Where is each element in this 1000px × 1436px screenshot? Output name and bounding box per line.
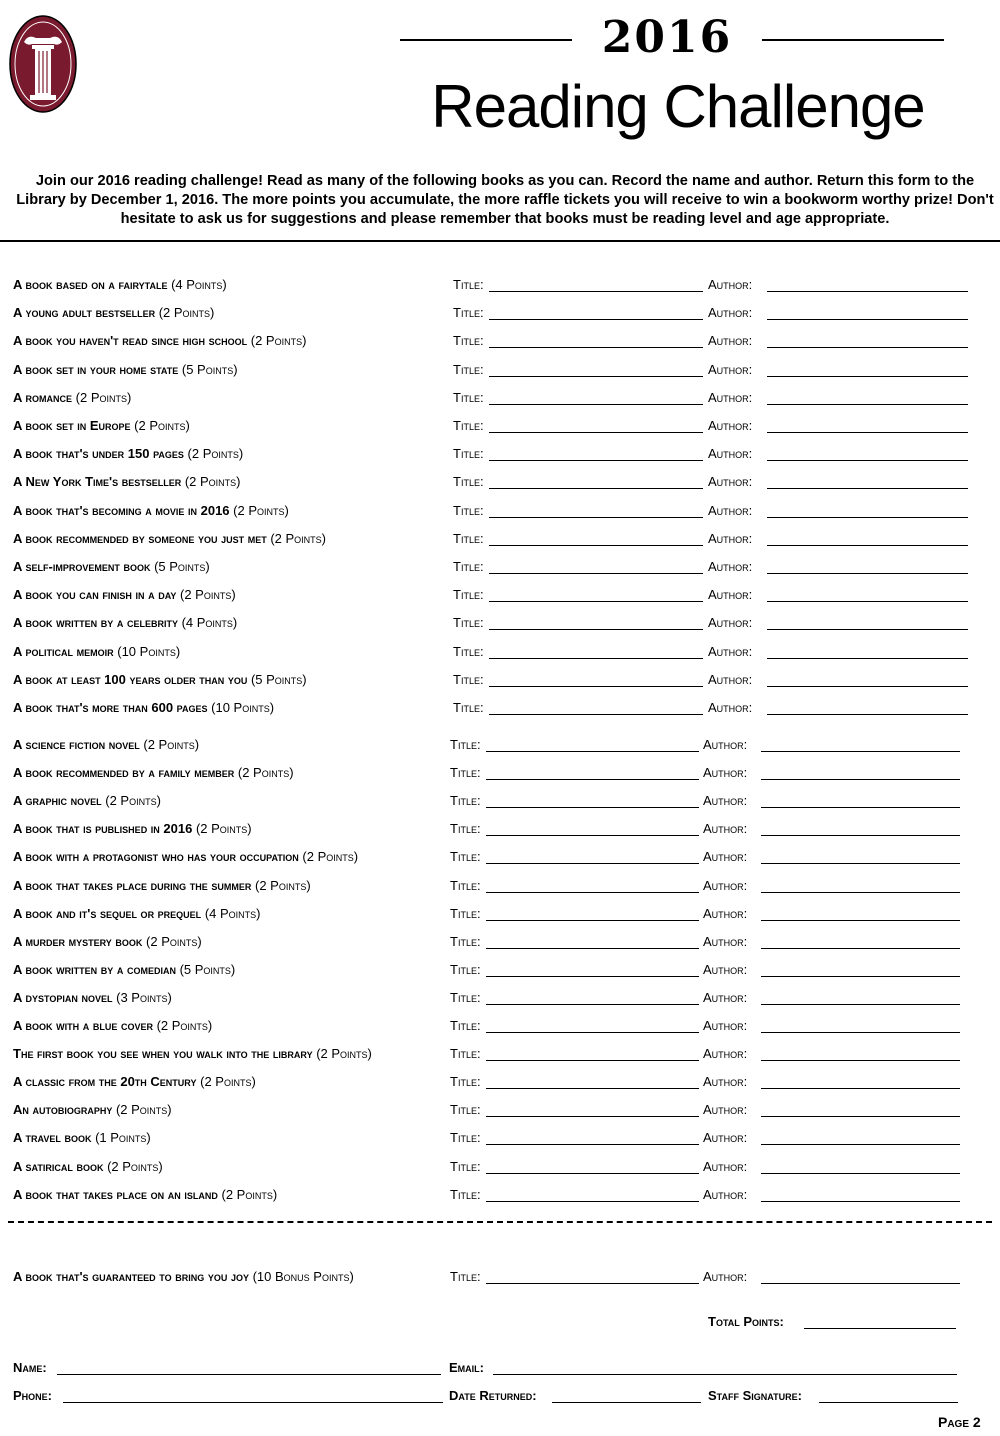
- challenge-row: [0, 876, 1000, 896]
- challenge-row: [0, 932, 1000, 952]
- author-label: Author:: [703, 1046, 748, 1062]
- author-label: Author:: [708, 418, 753, 433]
- title-field[interactable]: [486, 835, 699, 836]
- bonus-category: A book that's guaranteed to bring you joy (10 Bonus Points): [13, 1269, 354, 1284]
- title-label: Title:: [453, 361, 484, 377]
- title-field[interactable]: [489, 686, 703, 687]
- author-field[interactable]: [761, 1088, 960, 1089]
- page-number: Page 2: [938, 1414, 981, 1430]
- title-field[interactable]: [489, 404, 703, 405]
- author-field[interactable]: [767, 432, 968, 433]
- author-label: Author:: [703, 933, 748, 949]
- title-field[interactable]: [489, 319, 703, 320]
- challenge-category: A classic from the 20th Century (2 Points): [13, 1074, 256, 1090]
- challenge-category: A book that's under 150 pages (2 Points): [13, 446, 244, 462]
- title-label: Title:: [450, 1102, 481, 1118]
- challenge-category: A book set in your home state (5 Points): [13, 361, 238, 377]
- author-field[interactable]: [761, 948, 960, 949]
- author-field[interactable]: [767, 545, 968, 546]
- challenge-category: A murder mystery book (2 Points): [13, 933, 202, 949]
- name-label: Name:: [13, 1360, 47, 1375]
- author-field[interactable]: [761, 1283, 960, 1284]
- total-points-field[interactable]: [804, 1328, 956, 1329]
- title-label: Title:: [450, 961, 481, 977]
- author-field[interactable]: [761, 779, 960, 780]
- author-label: Author:: [703, 1130, 748, 1146]
- challenge-row: [0, 960, 1000, 980]
- challenge-category: A travel book (1 Points): [13, 1130, 151, 1146]
- title-label: Title:: [453, 643, 484, 659]
- challenge-row: [0, 1100, 1000, 1120]
- title-label: Title:: [453, 305, 484, 321]
- author-field[interactable]: [761, 863, 960, 864]
- page-title: Reading Challenge: [431, 73, 925, 140]
- challenge-row: [0, 1072, 1000, 1092]
- challenge-row: [0, 819, 1000, 839]
- title-label: Title:: [453, 700, 484, 715]
- challenge-row: [0, 1185, 1000, 1205]
- challenge-row: [0, 303, 1000, 323]
- author-label: Author:: [708, 333, 753, 349]
- author-label: Author:: [708, 277, 753, 292]
- title-field[interactable]: [486, 976, 699, 977]
- title-field[interactable]: [489, 658, 703, 659]
- author-field[interactable]: [767, 714, 968, 715]
- title-label: Title:: [453, 559, 484, 574]
- author-field[interactable]: [761, 1116, 960, 1117]
- phone-row: [13, 1386, 443, 1406]
- title-label: Title:: [453, 502, 484, 518]
- title-label: Title:: [453, 530, 484, 546]
- intro-text: Join our 2016 reading challenge! Read as many of the following books as you can. Record the name and author. Return this form to the Library by December 1, 2016. The more points you accumulate, the more raffle tickets you will receive to win a bookworm worthy prize! Don't hesitate to ask us for suggestions and please remember that books must be reading level and age appropriate.: [16, 173, 994, 227]
- challenge-row: [0, 1128, 1000, 1148]
- title-label: Title:: [450, 1018, 481, 1033]
- challenge-category: A book written by a celebrity (4 Points): [13, 615, 238, 631]
- author-label: Author:: [708, 474, 753, 490]
- author-label: Author:: [708, 559, 753, 574]
- title-label: Title:: [453, 446, 484, 462]
- challenge-category: A satirical book (2 Points): [13, 1158, 163, 1174]
- title-field[interactable]: [486, 1116, 699, 1117]
- author-label: Author:: [703, 877, 748, 893]
- title-label: Title:: [450, 793, 481, 809]
- title-field[interactable]: [489, 460, 703, 461]
- title-field[interactable]: [486, 1144, 699, 1145]
- title-field[interactable]: [489, 432, 703, 433]
- challenge-category: A self-improvement book (5 Points): [13, 559, 210, 574]
- challenge-row: [0, 791, 1000, 811]
- challenge-category: A romance (2 Points): [13, 389, 132, 405]
- title-field[interactable]: [489, 714, 703, 715]
- challenge-row: [0, 444, 1000, 464]
- title-label: Title:: [453, 671, 484, 687]
- challenge-row: [0, 275, 1000, 295]
- author-field[interactable]: [761, 751, 960, 752]
- author-label: Author:: [703, 737, 748, 752]
- title-label: Title:: [450, 1046, 481, 1062]
- author-label: Author:: [703, 989, 748, 1005]
- library-logo: [8, 14, 78, 114]
- challenge-row: [0, 388, 1000, 408]
- challenge-category: A book and it's sequel or prequel (4 Points): [13, 905, 261, 921]
- challenge-category: A young adult bestseller (2 Points): [13, 305, 215, 321]
- title-label: Title:: [450, 765, 481, 781]
- title-label: Title:: [453, 474, 484, 490]
- name-row: [13, 1358, 443, 1378]
- author-label: Author:: [708, 305, 753, 321]
- title-field[interactable]: [486, 1004, 699, 1005]
- title-label: Title:: [450, 1130, 481, 1146]
- challenge-row: [0, 670, 1000, 690]
- author-field[interactable]: [767, 291, 968, 292]
- author-label: Author:: [703, 961, 748, 977]
- intro-divider: [0, 240, 1000, 242]
- challenge-category: A book set in Europe (2 Points): [13, 418, 190, 433]
- challenge-category: A book you can finish in a day (2 Points): [13, 587, 236, 603]
- author-label: Author:: [708, 671, 753, 687]
- author-field[interactable]: [761, 892, 960, 893]
- challenge-category: A book that's becoming a movie in 2016 (2 Points): [13, 502, 289, 518]
- author-field[interactable]: [761, 835, 960, 836]
- title-field[interactable]: [489, 488, 703, 489]
- email-row: [449, 1358, 959, 1378]
- author-label: Author:: [708, 446, 753, 462]
- phone-field[interactable]: [63, 1402, 443, 1403]
- title-field[interactable]: [486, 863, 699, 864]
- challenge-row: [0, 698, 1000, 718]
- author-label: Author:: [703, 1158, 748, 1174]
- title-label: Title:: [450, 1269, 481, 1284]
- author-label: Author:: [703, 1074, 748, 1090]
- author-label: Author:: [708, 615, 753, 631]
- challenge-category: A graphic novel (2 Points): [13, 793, 161, 809]
- author-field[interactable]: [767, 629, 968, 630]
- challenge-row: [0, 416, 1000, 436]
- challenge-category: The first book you see when you walk into the library (2 Points): [13, 1046, 372, 1062]
- challenge-row: [0, 847, 1000, 867]
- author-field[interactable]: [761, 976, 960, 977]
- author-field[interactable]: [761, 1060, 960, 1061]
- author-field[interactable]: [761, 1032, 960, 1033]
- author-field[interactable]: [767, 376, 968, 377]
- challenge-row: [0, 529, 1000, 549]
- author-label: Author:: [703, 1269, 748, 1284]
- title-label: Title:: [450, 989, 481, 1005]
- title-field[interactable]: [486, 1060, 699, 1061]
- challenge-category: A book that is published in 2016 (2 Points): [13, 821, 252, 837]
- email-label: Email:: [449, 1360, 484, 1375]
- author-label: Author:: [708, 389, 753, 405]
- challenge-row: [0, 360, 1000, 380]
- challenge-row: [0, 1016, 1000, 1036]
- author-label: Author:: [703, 765, 748, 781]
- name-field[interactable]: [57, 1374, 441, 1375]
- title-field[interactable]: [486, 807, 699, 808]
- challenge-row: [0, 557, 1000, 577]
- author-field[interactable]: [767, 404, 968, 405]
- author-field[interactable]: [767, 658, 968, 659]
- title-field[interactable]: [489, 573, 703, 574]
- title-label: Title:: [450, 1186, 481, 1202]
- phone-label: Phone:: [13, 1388, 53, 1403]
- title-label: Title:: [450, 1074, 481, 1090]
- title-label: Title:: [450, 933, 481, 949]
- challenge-row: [0, 472, 1000, 492]
- title-label: Title:: [453, 389, 484, 405]
- challenge-category: A science fiction novel (2 Points): [13, 737, 200, 752]
- title-field[interactable]: [486, 948, 699, 949]
- title-label: Title:: [453, 418, 484, 433]
- title-field[interactable]: [489, 545, 703, 546]
- challenge-category: A book recommended by a family member (2 Points): [13, 765, 294, 781]
- challenge-category: A book with a blue cover (2 Points): [13, 1018, 213, 1033]
- challenge-category: A book at least 100 years older than you (5 Points): [13, 671, 307, 687]
- title-label: Title:: [450, 905, 481, 921]
- challenge-row: [0, 331, 1000, 351]
- challenge-category: A book that takes place on an island (2 Points): [13, 1186, 278, 1202]
- title-field[interactable]: [486, 1173, 699, 1174]
- date-returned-field[interactable]: [552, 1402, 701, 1403]
- title-label: Title:: [450, 737, 481, 752]
- title-field[interactable]: [489, 347, 703, 348]
- author-field[interactable]: [767, 319, 968, 320]
- author-field[interactable]: [761, 1173, 960, 1174]
- year-rule-left: [400, 39, 572, 41]
- author-label: Author:: [708, 700, 753, 715]
- title-field[interactable]: [489, 291, 703, 292]
- challenge-row: [0, 501, 1000, 521]
- staff-signature-label: Staff Signature:: [708, 1388, 802, 1403]
- author-label: Author:: [708, 643, 753, 659]
- title-field[interactable]: [489, 376, 703, 377]
- author-field[interactable]: [761, 920, 960, 921]
- author-label: Author:: [708, 587, 753, 603]
- author-field[interactable]: [767, 460, 968, 461]
- challenge-category: A political memoir (10 Points): [13, 643, 181, 659]
- challenge-row: [0, 904, 1000, 924]
- author-field[interactable]: [761, 1004, 960, 1005]
- challenge-row: [0, 1044, 1000, 1064]
- title-label: Title:: [453, 277, 484, 292]
- bonus-row: [0, 1267, 1000, 1287]
- date-returned-label: Date Returned:: [449, 1388, 537, 1403]
- challenge-row: [0, 585, 1000, 605]
- title-field[interactable]: [486, 1201, 699, 1202]
- challenge-category: A book that's more than 600 pages (10 Points): [13, 700, 275, 715]
- author-field[interactable]: [767, 573, 968, 574]
- author-field[interactable]: [767, 601, 968, 602]
- challenge-category: An autobiography (2 Points): [13, 1102, 172, 1118]
- challenge-category: A book recommended by someone you just met (2 Points): [13, 530, 327, 546]
- title-field[interactable]: [486, 779, 699, 780]
- author-label: Author:: [703, 1102, 748, 1118]
- challenge-row: [0, 988, 1000, 1008]
- author-field[interactable]: [767, 517, 968, 518]
- staff-signature-row: [708, 1386, 958, 1406]
- dashed-divider: [8, 1221, 992, 1223]
- title-field[interactable]: [486, 920, 699, 921]
- author-label: Author:: [703, 793, 748, 809]
- challenge-row: [0, 735, 1000, 755]
- title-field[interactable]: [486, 892, 699, 893]
- title-label: Title:: [453, 333, 484, 349]
- title-label: Title:: [453, 587, 484, 603]
- challenge-row: [0, 642, 1000, 662]
- total-points-label: Total Points:: [708, 1314, 784, 1329]
- title-label: Title:: [453, 615, 484, 631]
- year-rule-right: [762, 39, 944, 41]
- title-field[interactable]: [489, 517, 703, 518]
- challenge-category: A book you haven't read since high school (2 Points): [13, 333, 307, 349]
- author-field[interactable]: [767, 686, 968, 687]
- title-label: Title:: [450, 849, 481, 865]
- title-field[interactable]: [486, 751, 699, 752]
- author-label: Author:: [703, 1186, 748, 1202]
- author-label: Author:: [703, 1018, 748, 1033]
- title-field[interactable]: [489, 601, 703, 602]
- author-label: Author:: [703, 849, 748, 865]
- title-label: Title:: [450, 1158, 481, 1174]
- date-returned-row: [449, 1386, 701, 1406]
- challenge-category: A New York Time's bestseller (2 Points): [13, 474, 241, 490]
- challenge-category: A book that takes place during the summer (2 Points): [13, 877, 311, 893]
- title-field[interactable]: [486, 1283, 699, 1284]
- author-field[interactable]: [767, 488, 968, 489]
- title-field[interactable]: [486, 1032, 699, 1033]
- challenge-row: [0, 1157, 1000, 1177]
- author-label: Author:: [703, 821, 748, 837]
- author-label: Author:: [708, 361, 753, 377]
- title-field[interactable]: [489, 629, 703, 630]
- author-label: Author:: [708, 502, 753, 518]
- author-label: Author:: [708, 530, 753, 546]
- staff-signature-field[interactable]: [819, 1402, 958, 1403]
- author-field[interactable]: [761, 807, 960, 808]
- total-points-row: [708, 1312, 958, 1332]
- challenge-category: A book written by a comedian (5 Points): [13, 961, 236, 977]
- title-field[interactable]: [486, 1088, 699, 1089]
- author-field[interactable]: [767, 347, 968, 348]
- title-label: Title:: [450, 821, 481, 837]
- challenge-row: [0, 613, 1000, 633]
- header-year: 2016: [601, 12, 733, 63]
- email-field[interactable]: [493, 1374, 957, 1375]
- author-field[interactable]: [761, 1201, 960, 1202]
- author-field[interactable]: [761, 1144, 960, 1145]
- title-label: Title:: [450, 877, 481, 893]
- challenge-category: A dystopian novel (3 Points): [13, 989, 172, 1005]
- challenge-row: [0, 763, 1000, 783]
- challenge-category: A book with a protagonist who has your occupation (2 Points): [13, 849, 359, 865]
- author-label: Author:: [703, 905, 748, 921]
- challenge-category: A book based on a fairytale (4 Points): [13, 277, 227, 292]
